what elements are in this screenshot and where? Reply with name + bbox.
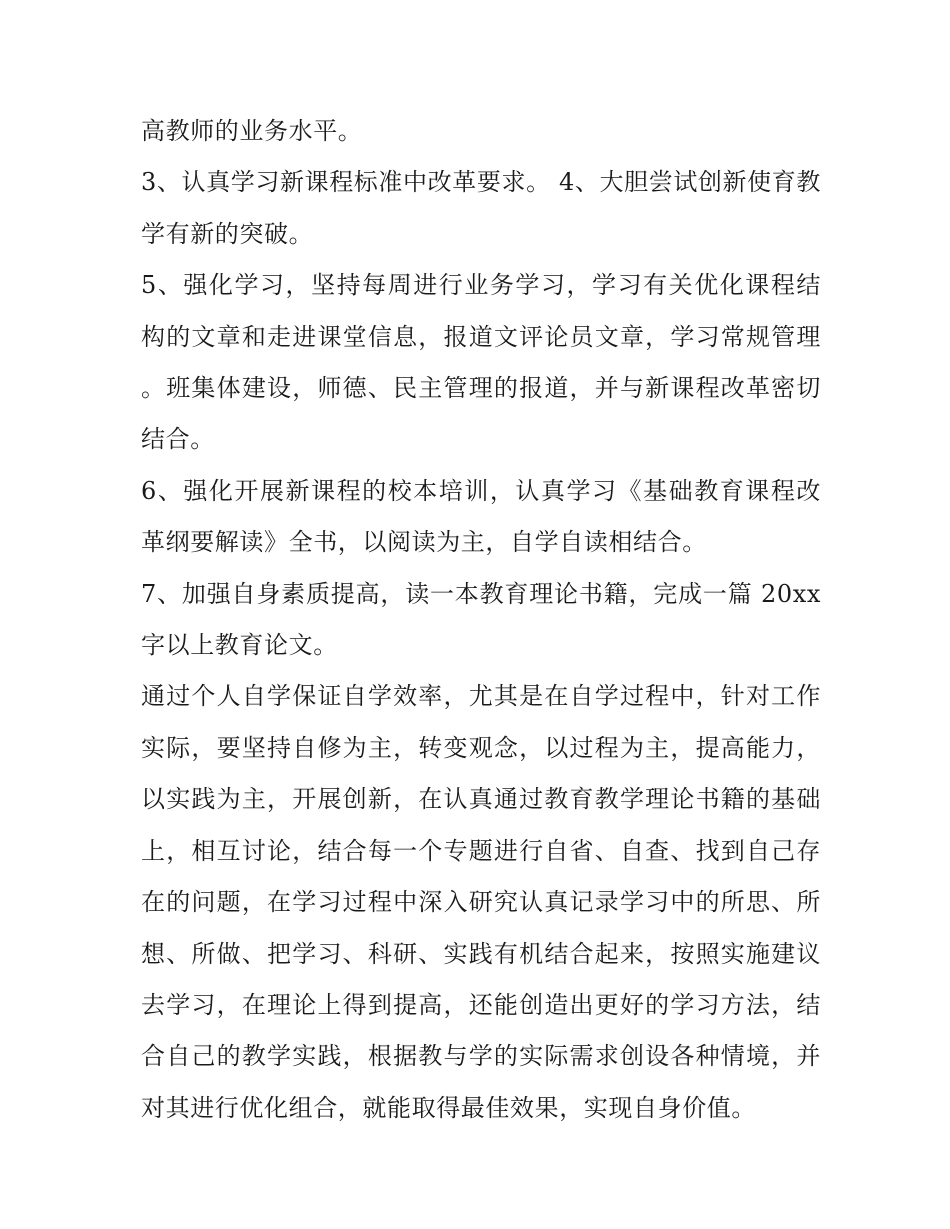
paragraph-item-5: 5、强化学习，坚持每周进行业务学习，学习有关优化课程结构的文章和走进课堂信息，报道文评论员文章，学习常规管理。班集体建设，师德、民主管理的报道，并与新课程改革密切结合。 bbox=[141, 271, 821, 454]
paragraph-continuation: 高教师的业务水平。 bbox=[141, 117, 363, 145]
paragraph-item-7: 7、加强自身素质提高，读一本教育理论书籍，完成一篇 20xx 字以上教育论文。 bbox=[141, 579, 821, 660]
document-body bbox=[141, 106, 821, 1134]
paragraph-summary: 通过个人自学保证自学效率，尤其是在自学过程中，针对工作实际，要坚持自修为主，转变观念，以过程为主，提高能力，以实践为主，开展创新，在认真通过教育教学理论书籍的基础上，相互讨论，结合每一个专题进行自省、自查、找到自己存在的问题，在学习过程中深入研究认真记录学习中的所思、所想、所做、把学习、科研、实践有机结合起来，按照实施建议去学习，在理论上得到提高，还能创造出更好的学习方法，结合自己的教学实践，根据教与学的实际需求创设各种情境，并对其进行优化组合，就能取得最佳效果，实现自身价值。 bbox=[141, 682, 821, 1122]
paragraph-item-6: 6、强化开展新课程的校本培训，认真学习《基础教育课程改革纲要解读》全书，以阅读为主，自学自读相结合。 bbox=[141, 476, 821, 557]
paragraph-item-3-4: 3、认真学习新课程标准中改革要求。 4、大胆尝试创新使育教学有新的突破。 bbox=[141, 168, 821, 248]
